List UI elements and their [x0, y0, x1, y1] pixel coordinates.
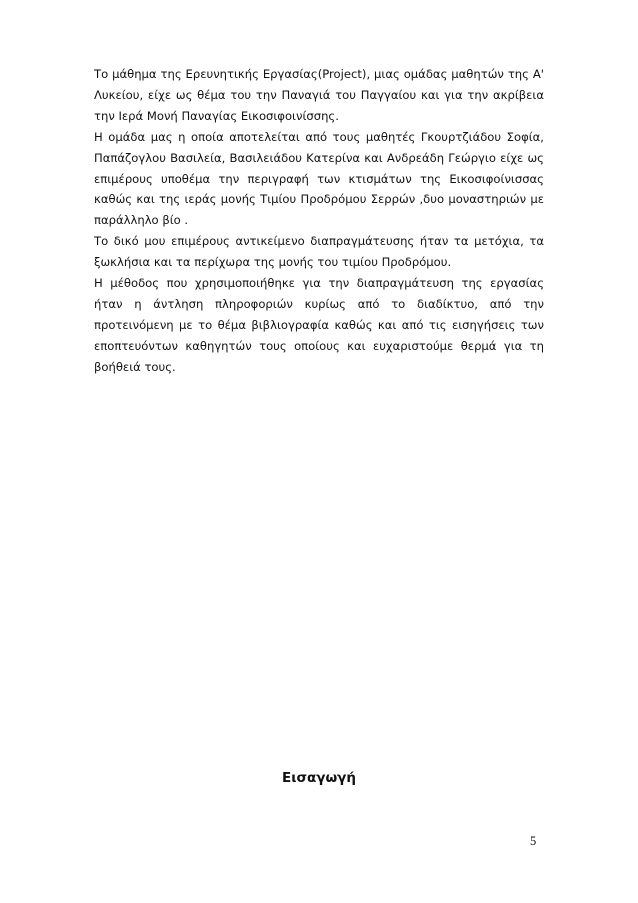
paragraph-1: Το μάθημα της Ερευνητικής Εργασίας(Project), μιας ομάδας μαθητών της Α' Λυκείου, είχε ως θέμα του την Παναγιά του Παγγαίου και για την ακρίβεια την Ιερά Μονή Παναγίας Εικοσιφοινίσσης. [94, 67, 544, 123]
paragraph-3: Το δικό μου επιμέρους αντικείμενο διαπραγμάτευσης ήταν τα μετόχια, τα ξωκλήσια και τα περίχωρα της μονής του τιμίου Προδρόμου. [94, 234, 544, 270]
body-text [94, 64, 544, 378]
paragraph-2: Η ομάδα μας η οποία αποτελείται από τους μαθητές Γκουρτζιάδου Σοφία, Παπάζογλου Βασιλεία, Βασιλειάδου Κατερίνα και Ανδρεάδη Γεώργιο είχε ως επιμέρους υποθέμα την περιγραφή των κτισμάτων της Εικοσιφοίνισσας καθώς και της ιεράς μονής Τιμίου Προδρόμου Σερρών ,δυο μοναστηριών με παράλληλο βίο . [94, 129, 544, 228]
page-number: 5 [530, 834, 537, 848]
section-title: Εισαγωγή [281, 770, 356, 786]
paragraph-4: Η μέθοδος που χρησιμοποιήθηκε για την διαπραγμάτευση της εργασίας ήταν η άντληση πληροφοριών κυρίως από το διαδίκτυο, από την προτεινόμενη με το θέμα βιβλιογραφία καθώς και από τις εισηγήσεις των εποπτευόντων καθηγητών τους οποίους και ευχαριστούμε θερμά για τη βοήθειά τους. [94, 276, 544, 374]
